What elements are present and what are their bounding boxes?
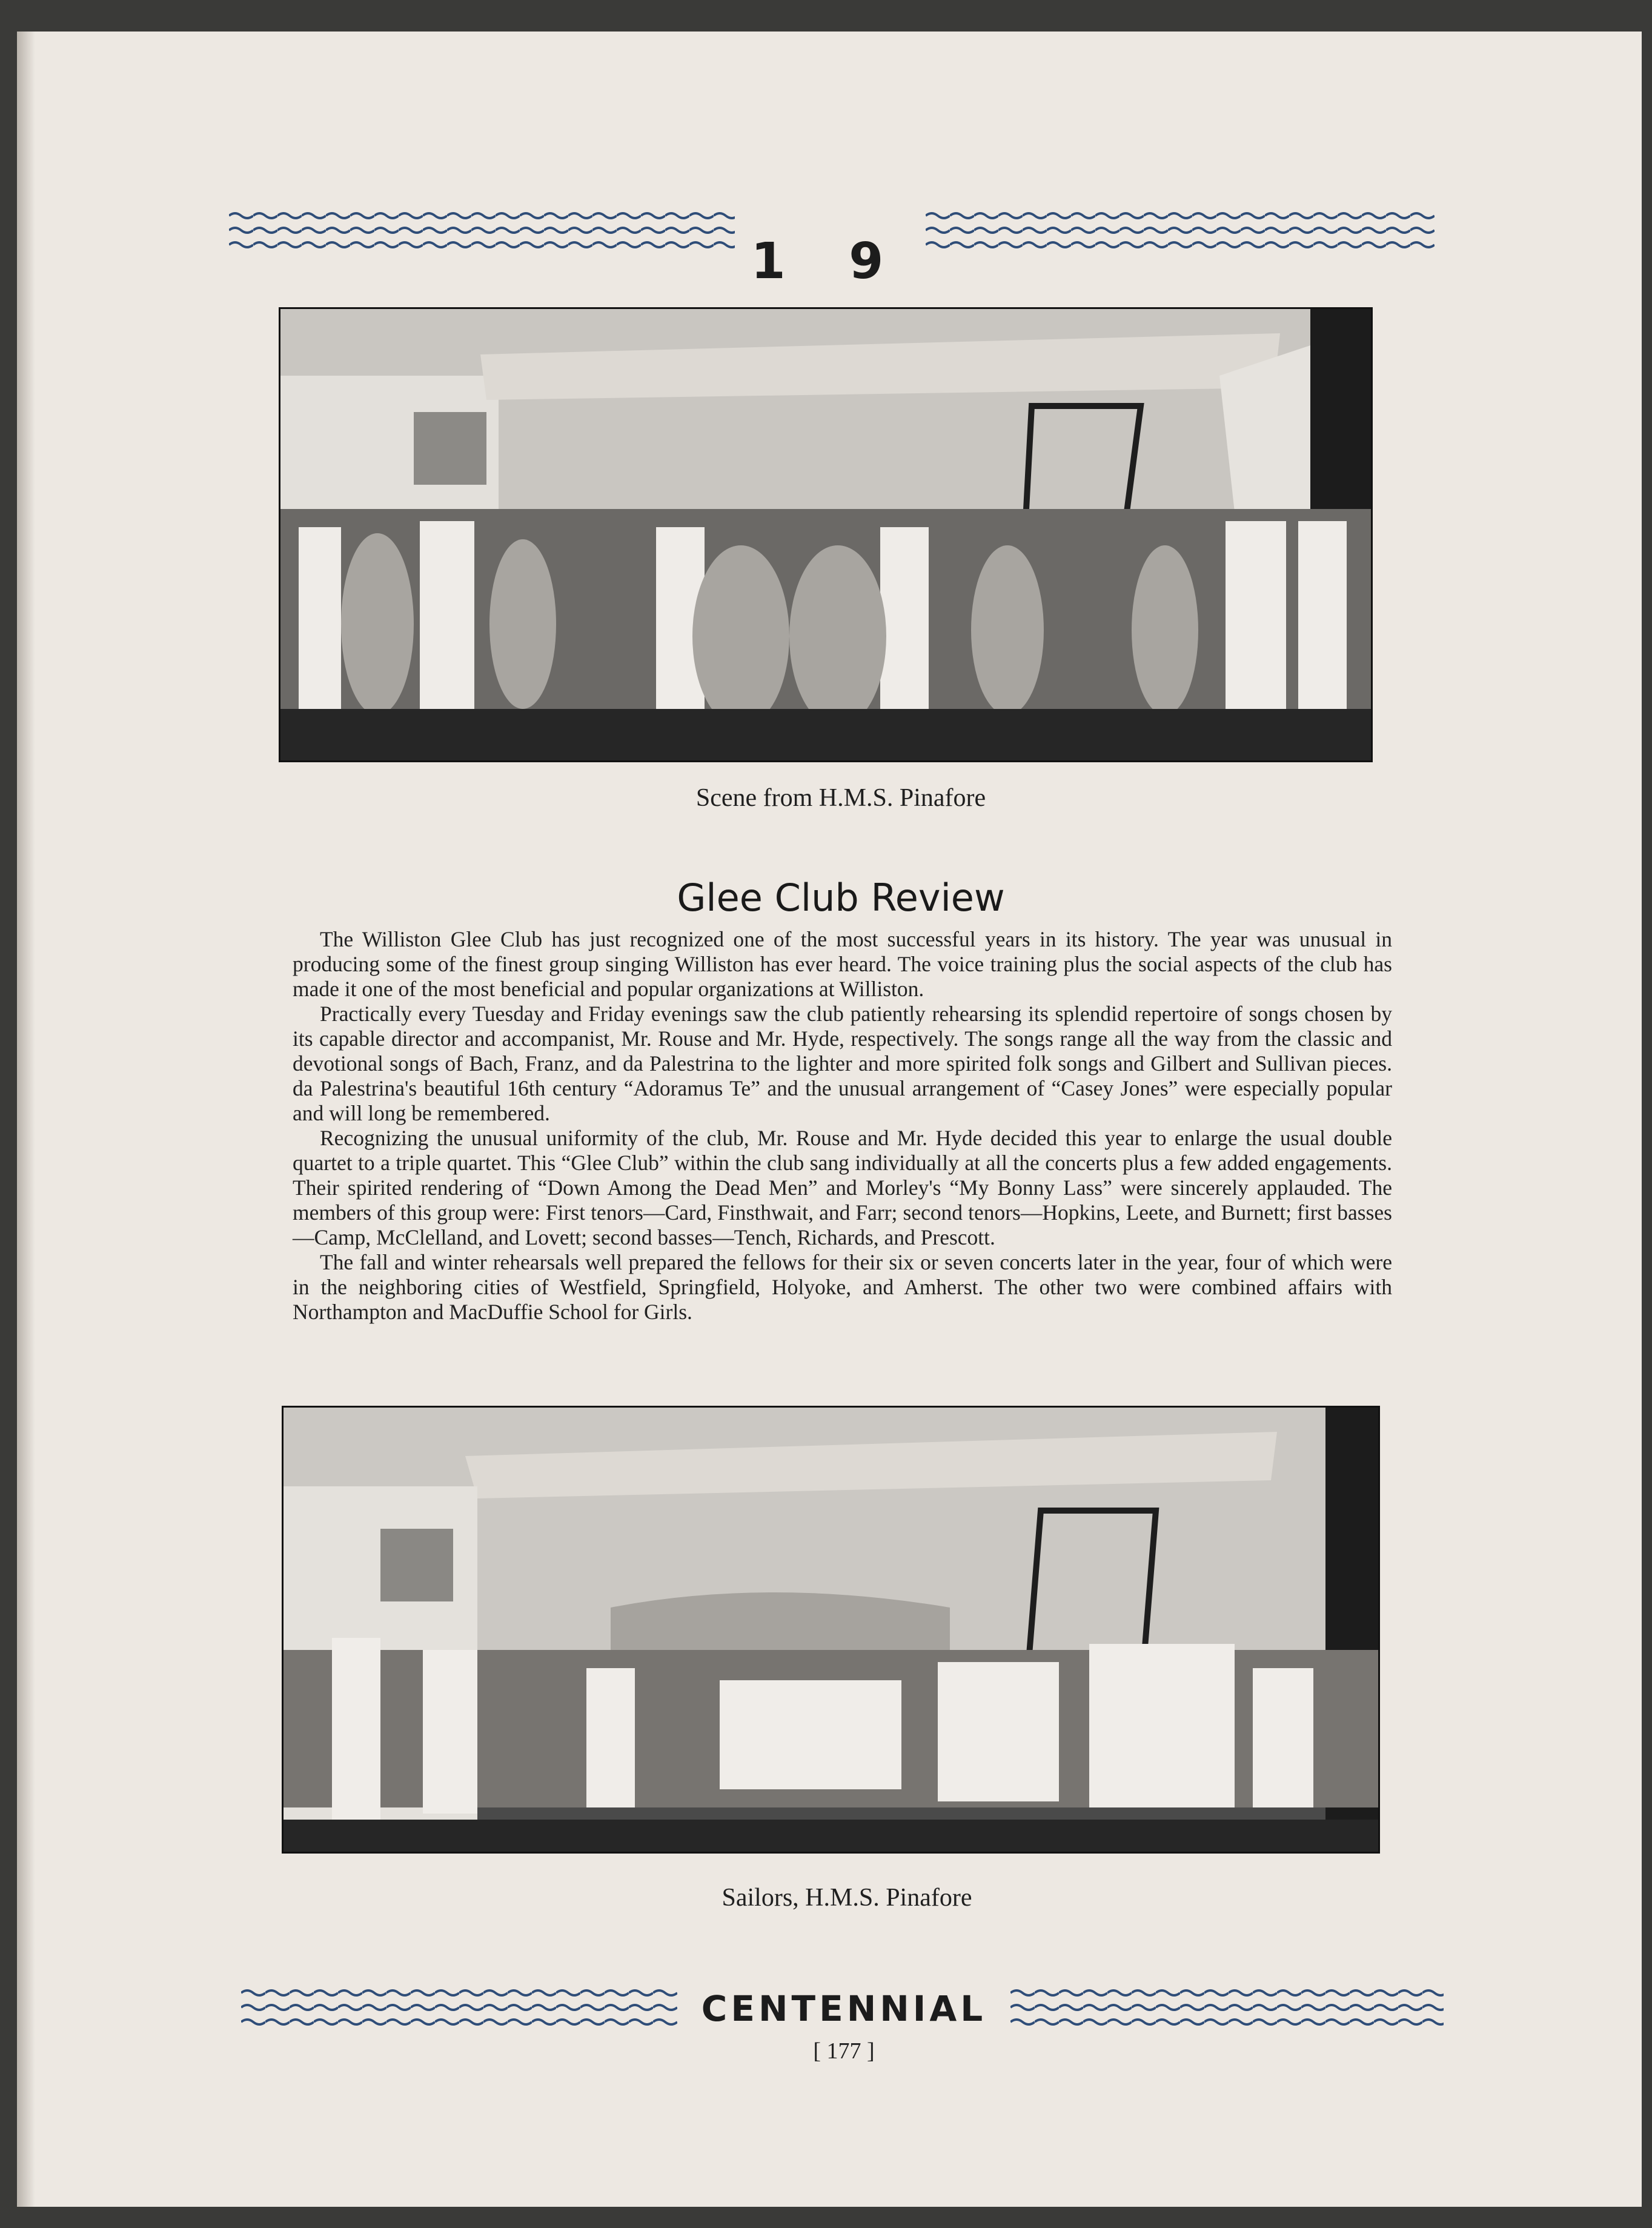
header-wave-ornament-left <box>229 208 735 252</box>
photo-pinafore-sailors <box>282 1406 1380 1854</box>
photo-pinafore-scene <box>279 307 1373 762</box>
footer-wave-ornament-right <box>1010 1986 1444 2029</box>
footer-centennial: CENTENNIAL <box>701 1988 987 2029</box>
article-paragraph-1: The Williston Glee Club has just recognized one of the most successful years in its history. The year was unusual in producing some of the finest group singing Williston has ever heard. The voice training plus the social aspects of the club has made it one of the most beneficial and popular organizations at Williston. <box>293 927 1392 1001</box>
article-paragraph-2: Practically every Tuesday and Friday evenings saw the club patiently rehearsing its splendid repertoire of songs chosen by its capable director and accompanist, Mr. Rouse and Mr. Hyde, respectively. The songs range all the way from the classic and devotional songs of Bach, Franz, and da Palestrina to the lighter and more spirited folk songs and Gilbert and Sullivan pieces. da Palestrina's beautiful 16th century “Adoramus Te” and the unusual arrangement of “Casey Jones” were especially popular and will long be remembered. <box>293 1002 1392 1125</box>
page-number: [ 177 ] <box>813 2038 875 2064</box>
yearbook-page <box>17 32 1642 2207</box>
article-paragraph-4: The fall and winter rehearsals well prepared the fellows for their six or seven concerts later in the year, four of which were in the neighboring cities of Westfield, Springfield, Holyoke, and Amherst. The other two were combined affairs with Northampton and MacDuffie School for Girls. <box>293 1250 1392 1324</box>
article-paragraph-3: Recognizing the unusual uniformity of the club, Mr. Rouse and Mr. Hyde decided this year to enlarge the usual double quartet to a triple quartet. This “Glee Club” within the club sang individually at all the concerts plus a few added engagements. Their spirited rendering of “Down Among the Dead Men” and Morley's “My Bonny Lass” were sincerely applauded. The members of this group were: First tenors—Card, Finsthwait, and Farr; second tenors—Hopkins, Leete, and Burnett; first basses—Camp, McClelland, and Lovett; second basses—Tench, Richards, and Prescott. <box>293 1126 1392 1249</box>
page-spine-shadow <box>17 32 35 2207</box>
bottom-photo-caption: Sailors, H.M.S. Pinafore <box>722 1884 972 1912</box>
article-title: Glee Club Review <box>677 876 1005 920</box>
header-wave-ornament-right <box>926 208 1435 252</box>
footer-wave-ornament-left <box>241 1986 677 2029</box>
top-photo-caption: Scene from H.M.S. Pinafore <box>695 784 986 812</box>
article-body <box>293 927 1392 1325</box>
header-year: 1 9 <box>751 233 907 290</box>
